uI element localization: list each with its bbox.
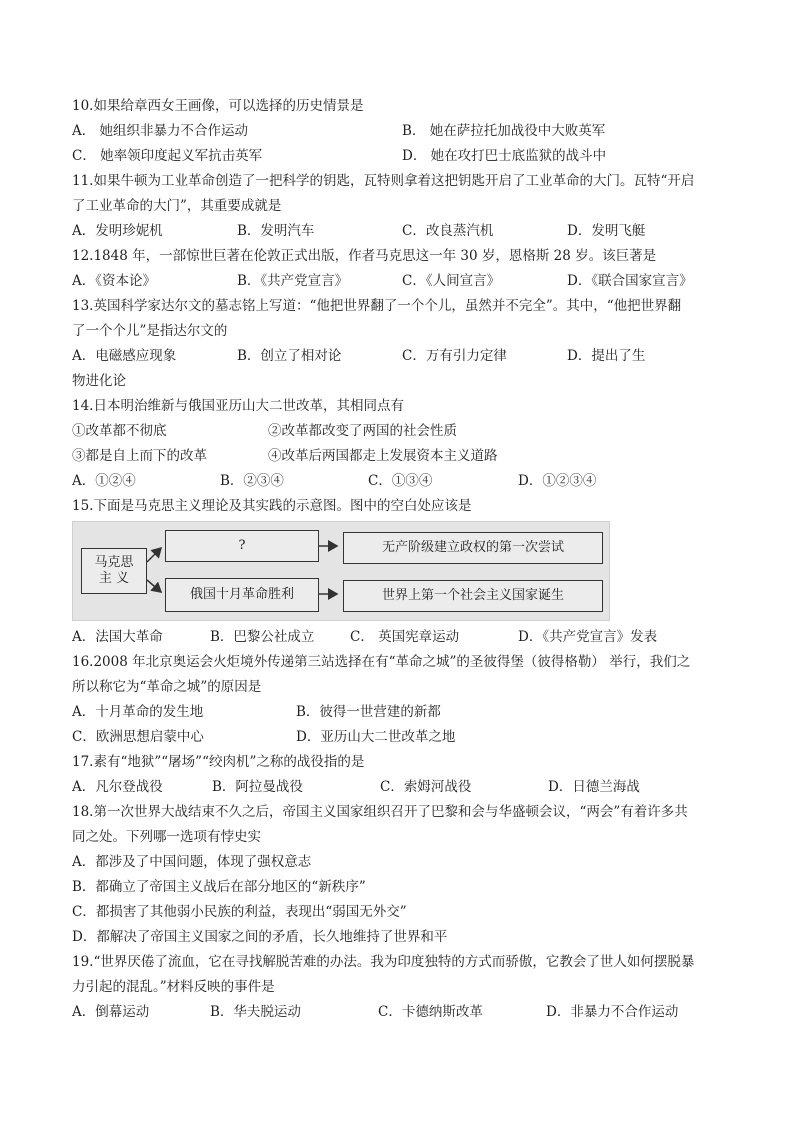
q15-options <box>72 625 732 650</box>
q10-option-c[interactable]: C． 她率领印度起义军抗击英军 <box>72 148 263 164</box>
q14-option-b[interactable]: B．②③④ <box>220 473 284 489</box>
question-list <box>72 94 732 1025</box>
q15-option-b[interactable]: B．巴黎公社成立 <box>210 629 315 645</box>
q15-option-d[interactable]: D．《共产党宣言》发表 <box>518 629 658 645</box>
q19-stem-line1: 19.“世界厌倦了流血，它在寻找解脱苦难的办法。我为印度独特的方式而骄傲，它教会了世人如何摆脱暴 <box>72 954 695 970</box>
q11-stem-line2: 了工业革命的大门”，其重要成就是 <box>72 198 282 214</box>
q11-options <box>72 219 732 244</box>
q12-option-a[interactable]: A．《资本论》 <box>72 273 156 289</box>
q14-item-3: ③都是自上而下的改革 <box>72 448 207 464</box>
diagram-october-event: 俄国十月革命胜利 <box>189 587 294 602</box>
q18-stem-line2: 同之处。下列哪一选项有悖史实 <box>72 829 261 845</box>
q14-option-a[interactable]: A．①②④ <box>72 473 136 489</box>
marxism-diagram <box>72 521 610 621</box>
q12-options <box>72 269 732 294</box>
diagram-blank-mark: ? <box>238 538 246 553</box>
q10-option-a[interactable]: A． 她组织非暴力不合作运动 <box>72 123 249 139</box>
q18-option-b[interactable]: B．都确立了帝国主义战后在部分地区的“新秩序” <box>72 879 366 895</box>
q12-option-d[interactable]: D．《联合国家宣言》 <box>567 273 693 289</box>
q14-options <box>72 469 732 494</box>
diagram-top-result: 无产阶级建立政权的第一次尝试 <box>381 540 564 555</box>
q13-option-c[interactable]: C．万有引力定律 <box>402 348 507 364</box>
q14-option-c[interactable]: C．①③④ <box>368 473 433 489</box>
q12-stem: 12.1848 年，一部惊世巨著在伦敦正式出版，作者马克思这一年 30 岁，恩格斯 28 岁。该巨著是 <box>72 248 657 264</box>
q13-option-d[interactable]: D．提出了生 <box>567 348 646 364</box>
q16-option-d[interactable]: D．亚历山大二世改革之地 <box>296 729 456 745</box>
q14-item-2: ②改革都改变了两国的社会性质 <box>268 423 457 439</box>
q14-stem: 14.日本明治维新与俄国亚历山大二世改革，其相同点有 <box>72 398 404 414</box>
q14-items-row2 <box>72 444 732 469</box>
arrow-source-to-blank <box>147 548 161 562</box>
q16-option-c[interactable]: C．欧洲思想启蒙中心 <box>72 729 204 745</box>
q10-options-row1 <box>72 119 732 144</box>
diagram-bottom-result: 世界上第一个社会主义国家诞生 <box>381 588 564 603</box>
q13-options <box>72 344 732 369</box>
q19-option-a[interactable]: A．倒幕运动 <box>72 1004 150 1020</box>
q16-options-row1 <box>72 700 732 725</box>
q14-option-d[interactable]: D．①②③④ <box>518 473 597 489</box>
q11-option-d[interactable]: D．发明飞艇 <box>567 223 646 239</box>
q16-stem-line1: 16.2008 年北京奥运会火炬境外传递第三站选择在有“革命之城”的圣彼得堡（彼得格勒） 举行，我们之 <box>72 654 691 670</box>
q11-option-c[interactable]: C．改良蒸汽机 <box>402 223 494 239</box>
q11-stem-line1: 11.如果牛顿为工业革命创造了一把科学的钥匙，瓦特则拿着这把钥匙开启了工业革命的大门。瓦特“开启 <box>72 173 695 189</box>
q14-items-row1 <box>72 419 732 444</box>
q18-option-d[interactable]: D．都解决了帝国主义国家之间的矛盾，长久地维持了世界和平 <box>72 929 448 945</box>
q13-stem-line1: 13.英国科学家达尔文的墓志铭上写道：“他把世界翻了一个个儿，虽然并不完全”。其中，“他把世界翻 <box>72 298 682 314</box>
q17-option-a[interactable]: A．凡尔登战役 <box>72 779 163 795</box>
q15-option-a[interactable]: A．法国大革命 <box>72 629 163 645</box>
q12-option-b[interactable]: B．《共产党宣言》 <box>237 273 349 289</box>
q17-stem: 17.素有“地狱”“屠场”“绞肉机”之称的战役指的是 <box>72 754 365 770</box>
q17-option-d[interactable]: D．日德兰海战 <box>548 779 640 795</box>
q19-option-c[interactable]: C．卡德纳斯改革 <box>378 1004 483 1020</box>
q17-option-b[interactable]: B．阿拉曼战役 <box>212 779 303 795</box>
q16-option-b[interactable]: B．彼得一世营建的新都 <box>296 704 441 720</box>
diagram-arrows <box>73 522 609 620</box>
q19-option-d[interactable]: D．非暴力不合作运动 <box>546 1004 679 1020</box>
q14-item-4: ④改革后两国都走上发展资本主义道路 <box>268 448 498 464</box>
q18-option-c[interactable]: C．都损害了其他弱小民族的利益，表现出“弱国无外交” <box>72 904 407 920</box>
q11-option-b[interactable]: B．发明汽车 <box>237 223 315 239</box>
q19-options <box>72 1000 732 1025</box>
q10-option-d[interactable]: D． 她在攻打巴士底监狱的战斗中 <box>402 148 607 164</box>
q15-option-c[interactable]: C． 英国宪章运动 <box>350 629 460 645</box>
q14-item-1: ①改革都不彻底 <box>72 423 167 439</box>
q10-options-row2 <box>72 144 732 169</box>
q11-option-a[interactable]: A．发明珍妮机 <box>72 223 163 239</box>
q13-option-d-continued: 物进化论 <box>72 373 126 389</box>
diagram-marxism-line1: 马克思 <box>94 555 134 570</box>
arrow-source-to-october <box>147 580 161 592</box>
q16-options-row2 <box>72 725 732 750</box>
q16-stem-line2: 所以称它为“革命之城”的原因是 <box>72 679 262 695</box>
q18-stem-line1: 18.第一次世界大战结束不久之后，帝国主义国家组织召开了巴黎和会与华盛顿会议，“两会”有着许多共 <box>72 804 688 820</box>
q16-option-a[interactable]: A．十月革命的发生地 <box>72 704 204 720</box>
diagram-marxism-line2: 主 义 <box>98 571 130 586</box>
q13-option-b[interactable]: B．创立了相对论 <box>237 348 342 364</box>
q17-option-c[interactable]: C．索姆河战役 <box>380 779 472 795</box>
q19-stem-line2: 力引起的混乱。”材料反映的事件是 <box>72 979 275 995</box>
q13-stem-line2: 了一个个儿”是指达尔文的 <box>72 323 228 339</box>
q18-option-a[interactable]: A．都涉及了中国问题，体现了强权意志 <box>72 854 312 870</box>
q15-stem: 15.下面是马克思主义理论及其实践的示意图。图中的空白处应该是 <box>72 498 472 514</box>
q19-option-b[interactable]: B．华夫脱运动 <box>210 1004 301 1020</box>
q10-stem: 10.如果给章西女王画像，可以选择的历史情景是 <box>72 98 364 114</box>
q10-option-b[interactable]: B． 她在萨拉托加战役中大败英军 <box>402 123 606 139</box>
q13-option-a[interactable]: A．电磁感应现象 <box>72 348 177 364</box>
q17-options <box>72 775 732 800</box>
q12-option-c[interactable]: C．《人间宣言》 <box>402 273 501 289</box>
